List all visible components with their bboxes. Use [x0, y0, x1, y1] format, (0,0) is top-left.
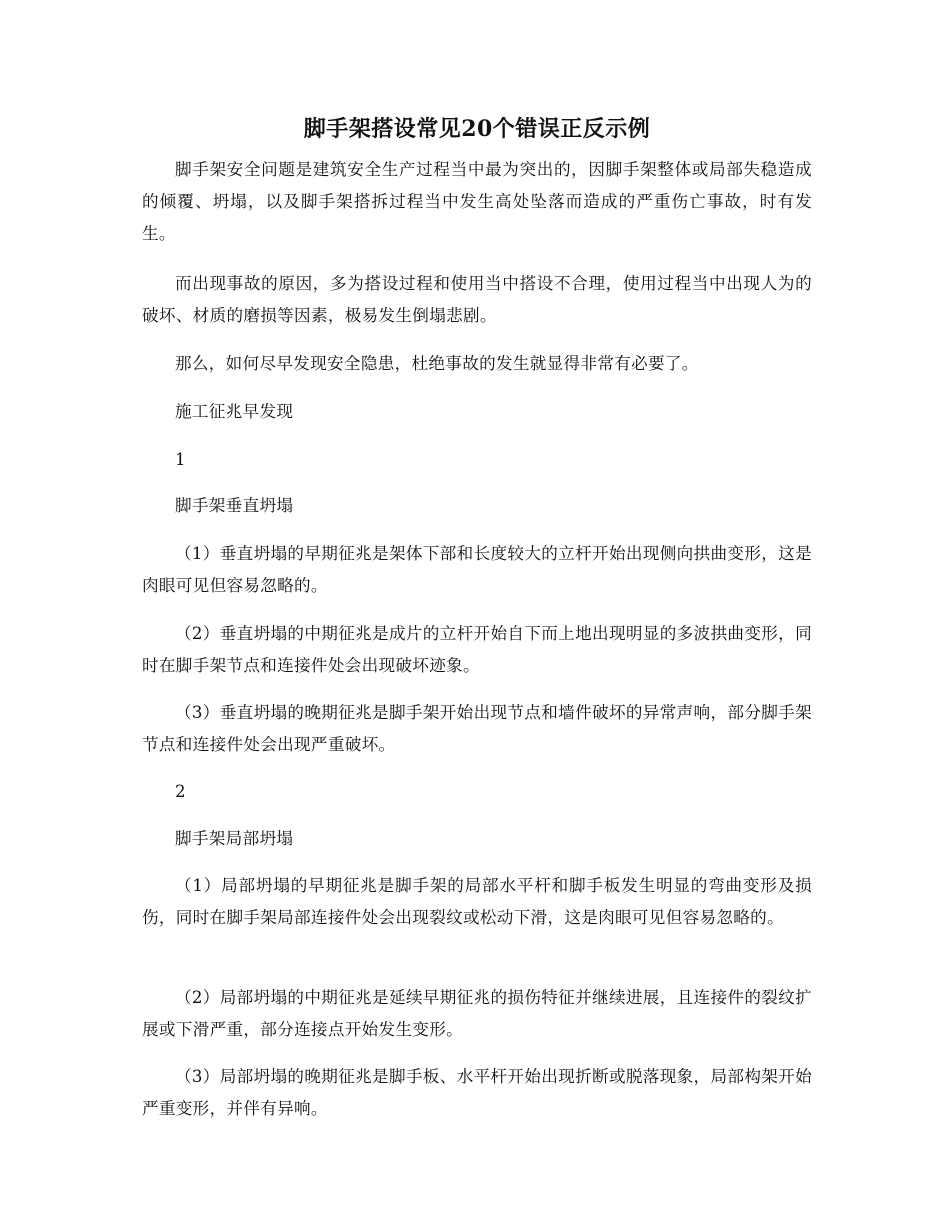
subsection-heading-vertical-collapse: 脚手架垂直坍塌: [175, 496, 294, 515]
paragraph-cause: 而出现事故的原因，多为搭设过程和使用当中搭设不合理，使用过程当中出现人为的破坏、材质的磨损等因素，极易发生倒塌悲剧。: [142, 274, 812, 325]
paragraph-local-middle: （2）局部坍塌的中期征兆是延续早期征兆的损伤特征并继续进展，且连接件的裂纹扩展或下滑严重，部分连接点开始发生变形。: [142, 988, 812, 1039]
paragraph-local-early: （1）局部坍塌的早期征兆是脚手架的局部水平杆和脚手板发生明显的弯曲变形及损伤，同时在脚手架局部连接件处会出现裂纹或松动下滑，这是肉眼可见但容易忽略的。: [142, 876, 812, 927]
paragraph-local-late: （3）局部坍塌的晚期征兆是脚手板、水平杆开始出现折断或脱落现象，局部构架开始严重变形，并伴有异响。: [142, 1067, 812, 1118]
document-title: 脚手架搭设常见20个错误正反示例: [303, 116, 651, 142]
subsection-heading-local-collapse: 脚手架局部坍塌: [175, 829, 294, 848]
section-number-1: 1: [175, 450, 186, 469]
paragraph-vertical-early: （1）垂直坍塌的早期征兆是架体下部和长度较大的立杆开始出现侧向拱曲变形，这是肉眼可见但容易忽略的。: [142, 544, 812, 595]
paragraph-question: 那么，如何尽早发现安全隐患，杜绝事故的发生就显得非常有必要了。: [175, 354, 699, 373]
paragraph-vertical-middle: （2）垂直坍塌的中期征兆是成片的立杆开始自下而上地出现明显的多波拱曲变形，同时在脚手架节点和连接件处会出现破坏迹象。: [142, 624, 812, 675]
section-heading: 施工征兆早发现: [175, 402, 294, 421]
paragraph-vertical-late: （3）垂直坍塌的晚期征兆是脚手架开始出现节点和墙件破坏的异常声响，部分脚手架节点和连接件处会出现严重破坏。: [142, 703, 812, 754]
paragraph-intro: 脚手架安全问题是建筑安全生产过程当中最为突出的，因脚手架整体或局部失稳造成的倾覆、坍塌，以及脚手架搭拆过程当中发生高处坠落而造成的严重伤亡事故，时有发生。: [142, 160, 812, 243]
section-number-2: 2: [175, 782, 186, 801]
